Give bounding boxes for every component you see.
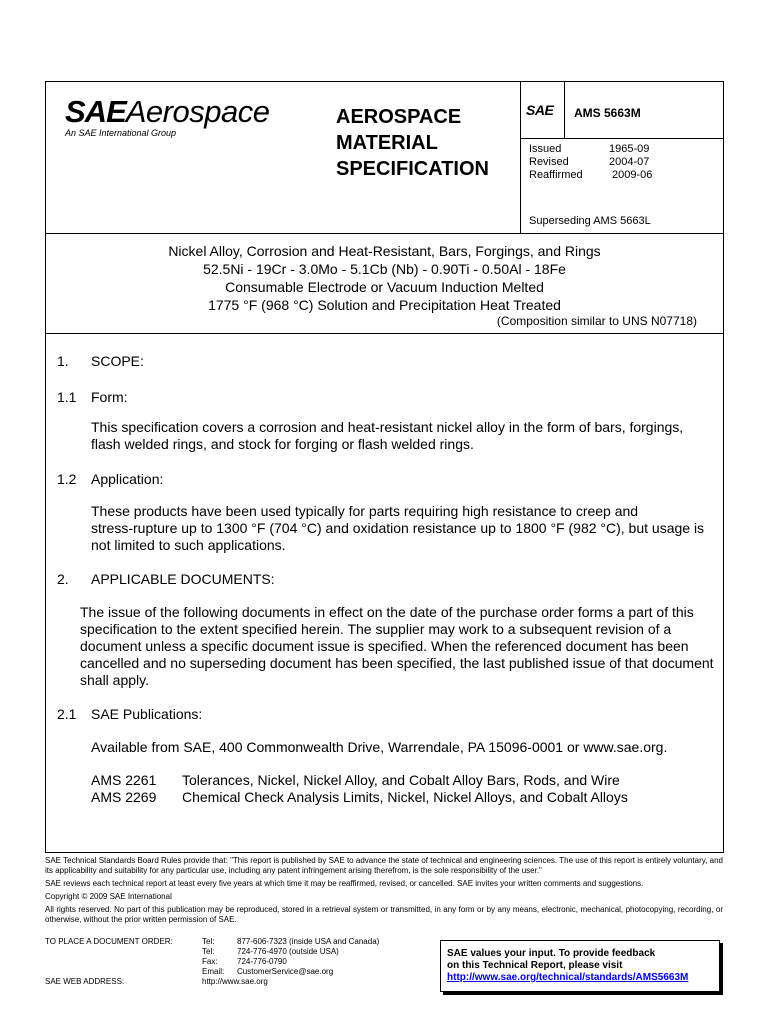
- title-line: MATERIAL: [336, 132, 438, 154]
- feedback-box: [440, 940, 720, 992]
- section-2-1-text: Available from SAE, 400 Commonwealth Drive, Warrendale, PA 15096-0001 or www.sae.org.: [91, 739, 668, 755]
- legal-footer: [45, 856, 723, 928]
- subject-line: Nickel Alloy, Corrosion and Heat-Resistant, Bars, Forgings, and Rings: [168, 243, 601, 259]
- date-row-issued: [529, 143, 652, 156]
- superseding-note: Superseding AMS 5663L: [529, 215, 651, 227]
- footer-copyright: Copyright © 2009 SAE International: [45, 892, 172, 901]
- ams-number: AMS 5663M: [574, 106, 641, 120]
- order-contact-block: [45, 937, 379, 987]
- subject-line: 1775 °F (968 °C) Solution and Precipitation Heat Treated: [208, 297, 561, 313]
- contact-row: [45, 957, 379, 967]
- section-1-1-heading: [57, 389, 128, 406]
- subject-line: 52.5Ni - 19Cr - 3.0Mo - 5.1Cb (Nb) - 0.90Ti - 0.50Al - 18Fe: [203, 261, 566, 277]
- feedback-text: on this Technical Report, please visit: [447, 960, 623, 971]
- title-line: AEROSPACE: [336, 106, 462, 128]
- date-label: Revised: [529, 156, 569, 168]
- document-title: Chemical Check Analysis Limits, Nickel, Nickel Alloys, and Cobalt Alloys: [182, 789, 628, 805]
- paragraph-line: cancelled and no superseding document has been specified, the last published issue of that document: [80, 655, 714, 671]
- contact-email[interactable]: CustomerService@sae.org: [237, 967, 334, 976]
- web-address-link[interactable]: http://www.sae.org: [202, 977, 268, 986]
- composition-note: (Composition similar to UNS N07718): [496, 314, 697, 328]
- paragraph-line: This specification covers a corrosion and heat-resistant nickel alloy in the form of bars, forgings,: [91, 419, 684, 435]
- section-1-2-text: [91, 503, 704, 554]
- paragraph-line: The issue of the following documents in effect on the date of the purchase order forms a part of this: [80, 604, 694, 620]
- order-label: TO PLACE A DOCUMENT ORDER:: [45, 937, 173, 946]
- document-title: [336, 104, 516, 182]
- revision-dates: [529, 143, 652, 182]
- paragraph-line: flash welded rings, and stock for forging or flash welded rings.: [91, 436, 474, 452]
- divider: [46, 333, 723, 334]
- section-number: 2.1: [57, 706, 77, 722]
- feedback-link[interactable]: http://www.sae.org/technical/standards/AMS5663M: [447, 972, 689, 983]
- section-2-1-heading: [57, 706, 202, 723]
- sae-aerospace-logo: [46, 82, 330, 233]
- section-2-text: [80, 604, 714, 689]
- contact-value: 724-776-0790: [237, 957, 287, 966]
- logo-aerospace-text: Aerospace: [125, 94, 270, 129]
- contact-value: 877-606-7323 (inside USA and Canada): [237, 937, 380, 946]
- contact-row: [45, 937, 379, 947]
- section-number: 1.: [57, 353, 69, 369]
- spec-info-cell: [520, 82, 723, 233]
- paragraph-line: specification to the extent specified herein. The supplier may work to a subsequent revision of a: [80, 621, 672, 637]
- section-number: 2.: [57, 571, 69, 587]
- paragraph-line: shall apply.: [80, 672, 150, 688]
- feedback-text: SAE values your input. To provide feedback: [447, 948, 656, 959]
- paragraph-line: stress-rupture up to 1300 °F (704 °C) and oxidation resistance up to 1800 °F (982 °C), but usage is: [91, 520, 705, 536]
- document-title: Tolerances, Nickel, Nickel Alloy, and Cobalt Alloy Bars, Rods, and Wire: [182, 772, 620, 788]
- ams-number-row: [521, 82, 723, 139]
- document-frame: [45, 81, 724, 853]
- document-reference-row: [91, 772, 628, 789]
- web-label: SAE WEB ADDRESS:: [45, 977, 125, 986]
- date-value: 2004-07: [609, 156, 650, 168]
- section-1-heading: [57, 353, 144, 370]
- contact-key: Tel:: [202, 937, 215, 946]
- logo-subtitle: An SAE International Group: [65, 128, 177, 138]
- section-title: Application:: [91, 471, 164, 487]
- footer-rules-text: SAE Technical Standards Board Rules provide that: "This report is published by SAE to advance the state of technical and engineering sciences. The use of this report is entirely voluntary, and its applicability and suitability for any particular use, including any patent infringement arising therefrom, is the sole responsibility of the user.": [45, 856, 723, 875]
- contact-key: Fax:: [202, 957, 218, 966]
- date-value: 1965-09: [609, 143, 650, 155]
- footer-rights-text: All rights reserved. No part of this publication may be reproduced, stored in a retrieval system or transmitted, in any form or by any means, electronic, mechanical, photocopying, recording, or otherwise, without the prior written permission of SAE.: [45, 905, 723, 924]
- document-id: AMS 2269: [91, 789, 157, 805]
- sae-mark-text: SAE: [526, 102, 554, 118]
- section-number: 1.2: [57, 471, 77, 487]
- contact-key: Email:: [202, 967, 225, 976]
- date-label: Reaffirmed: [529, 169, 583, 181]
- referenced-documents: [91, 772, 628, 806]
- subject-line: Consumable Electrode or Vacuum Induction Melted: [225, 279, 544, 295]
- contact-row: [45, 967, 379, 977]
- section-title: APPLICABLE DOCUMENTS:: [91, 571, 275, 587]
- contact-row: [45, 977, 379, 987]
- date-label: Issued: [529, 143, 562, 155]
- section-title: SCOPE:: [91, 353, 144, 369]
- paragraph-line: document unless a specific document issue is specified. When the referenced document has been: [80, 638, 689, 654]
- document-id: AMS 2261: [91, 772, 157, 788]
- section-title: SAE Publications:: [91, 706, 203, 722]
- logo-wordmark: [65, 95, 269, 129]
- date-row-revised: [529, 156, 652, 169]
- sae-mark-logo: [521, 82, 565, 138]
- section-1-2-heading: [57, 471, 163, 488]
- contact-row: [45, 947, 379, 957]
- section-number: 1.1: [57, 389, 77, 405]
- logo-sae-text: SAE: [65, 94, 126, 129]
- date-row-reaffirmed: [529, 169, 652, 182]
- title-line: SPECIFICATION: [336, 158, 489, 180]
- contact-key: Tel:: [202, 947, 215, 956]
- document-reference-row: [91, 789, 628, 806]
- contact-value: 724-776-4970 (outside USA): [237, 947, 339, 956]
- paragraph-line: not limited to such applications.: [91, 537, 286, 553]
- header-row: [46, 82, 723, 234]
- section-1-1-text: [91, 419, 683, 453]
- section-2-heading: [57, 571, 275, 588]
- subject-block: [46, 242, 723, 314]
- section-title: Form:: [91, 389, 128, 405]
- paragraph-line: These products have been used typically for parts requiring high resistance to creep and: [91, 503, 639, 519]
- date-value: 2009-06: [612, 169, 653, 181]
- footer-review-text: SAE reviews each technical report at least every five years at which time it may be reaffirmed, revised, or cancelled. SAE invites your written comments and suggestions.: [45, 879, 644, 888]
